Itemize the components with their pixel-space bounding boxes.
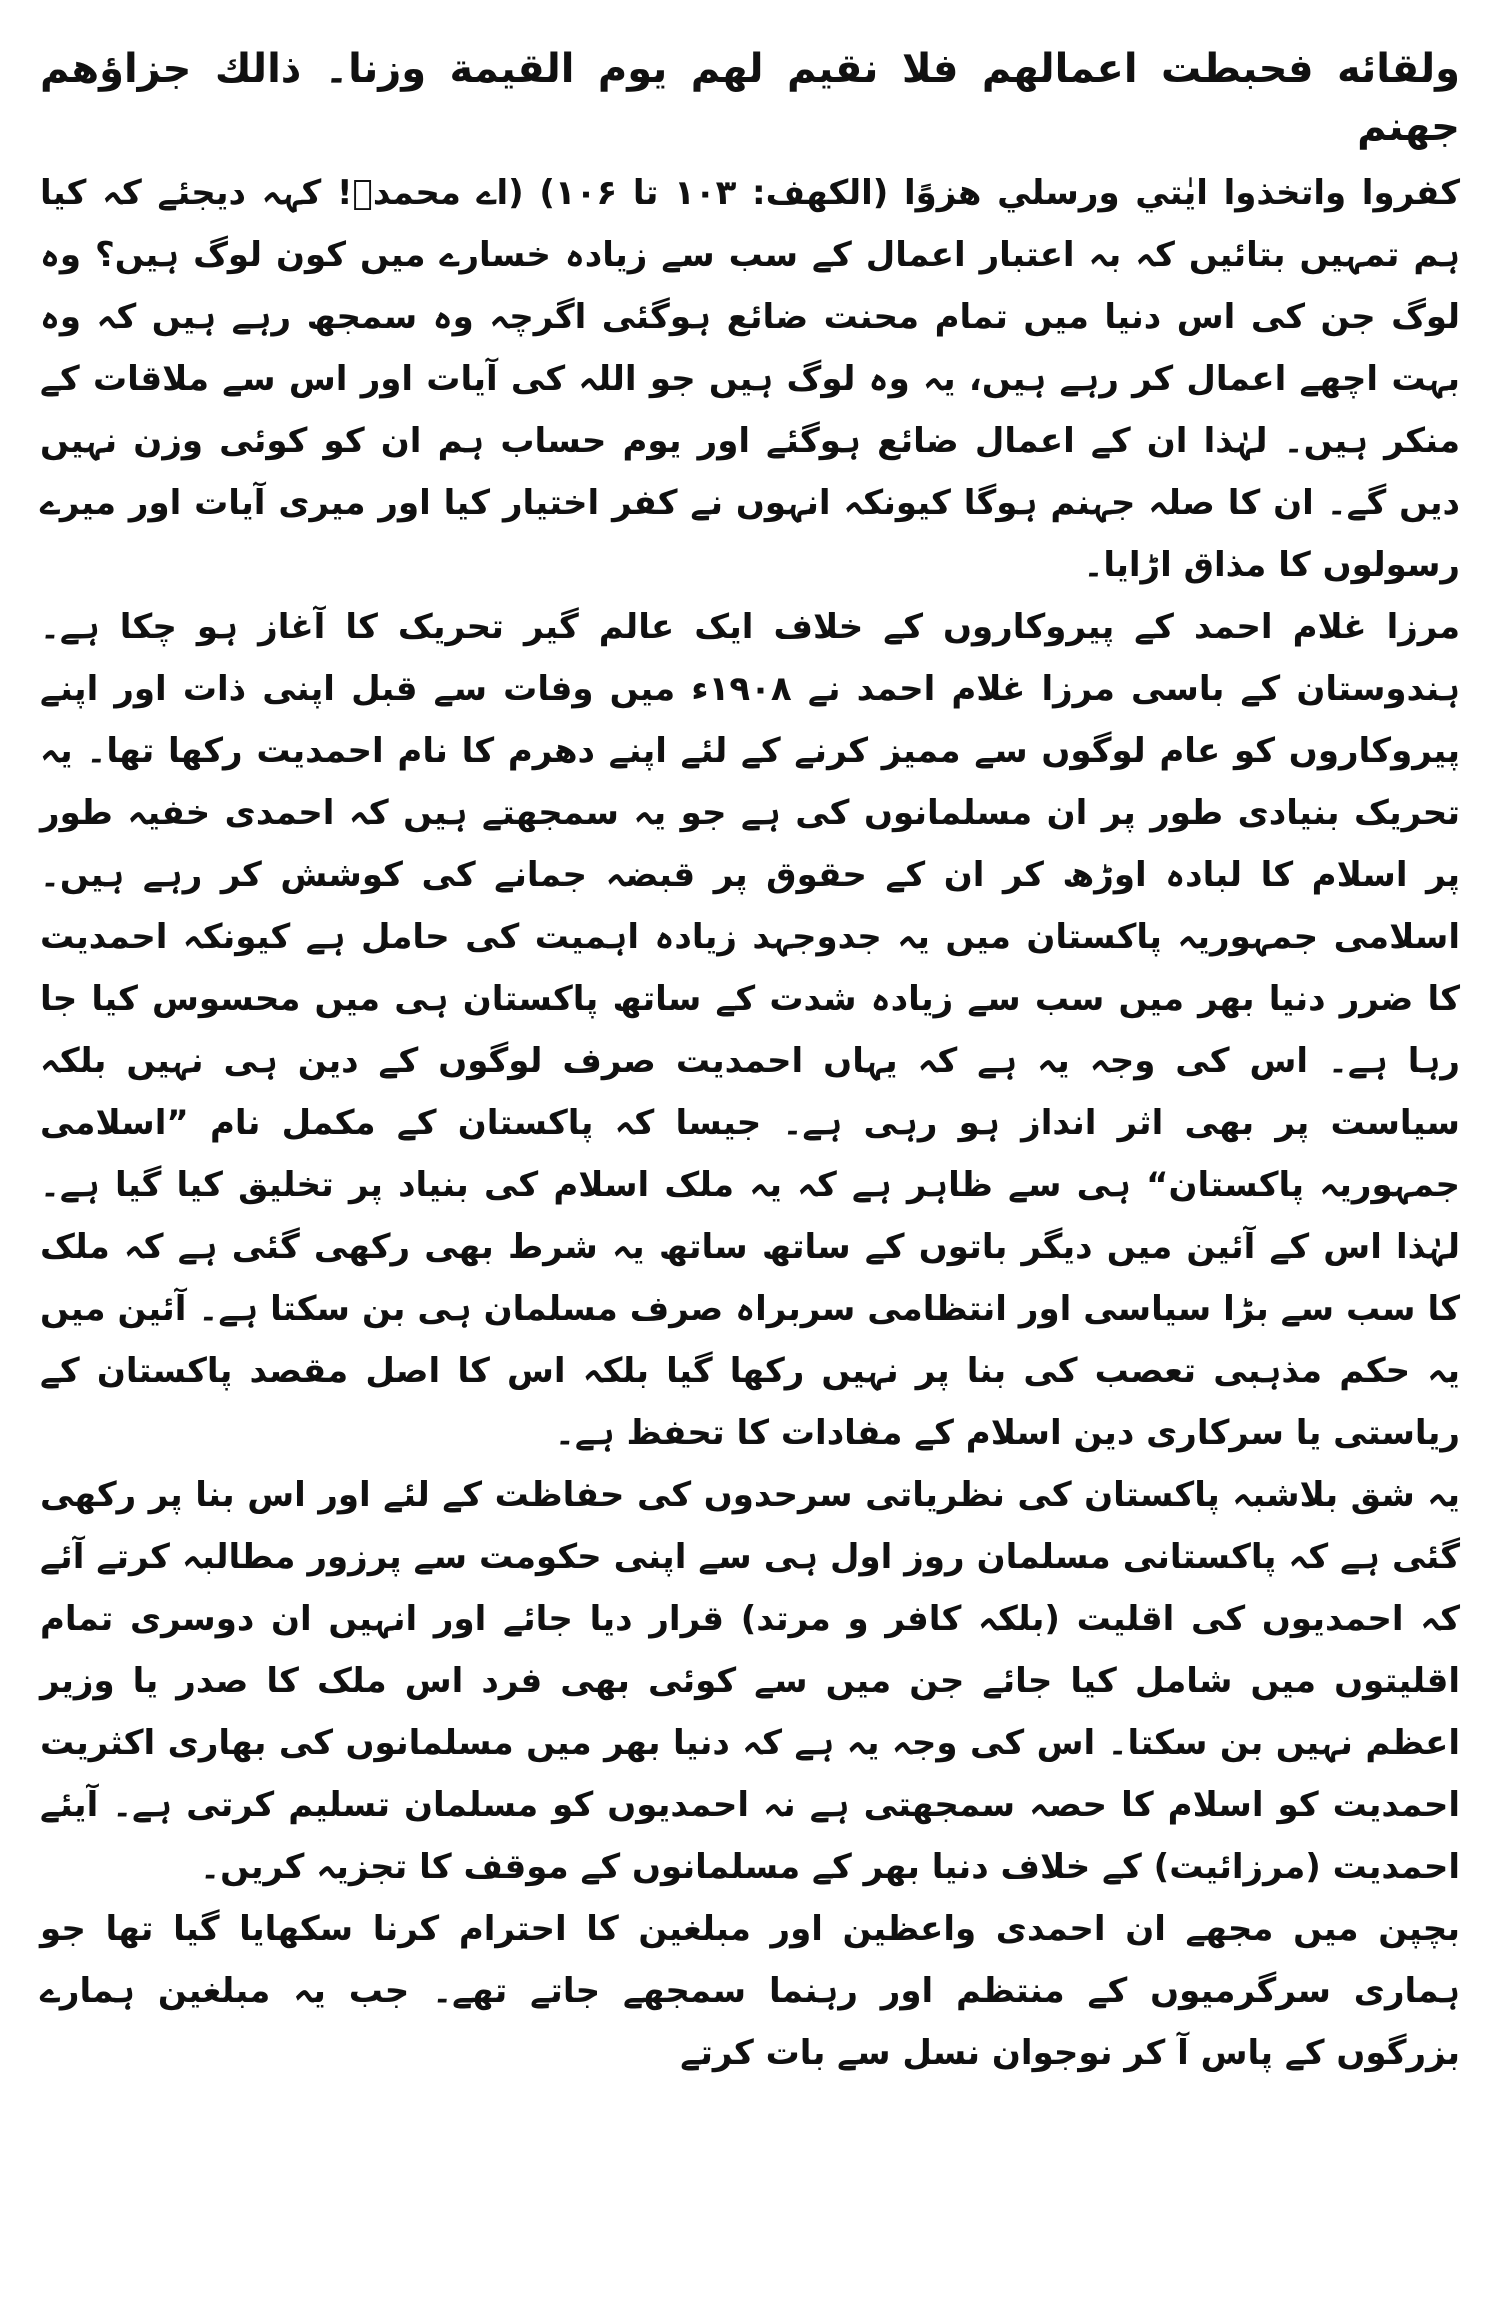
body-paragraph-movement: مرزا غلام احمد کے پیروکاروں کے خلاف ایک عالم گیر تحریک کا آغاز ہو چکا ہے۔ ہندوستان کے باسی مرزا غلام احمد نے ۱۹۰۸ء میں وفات سے قبل اپنی ذات اور اپنے پیروکاروں کو عام لوگوں سے ممیز کرنے کے لئے اپنے دھرم کا نام احمدیت رکھا تھا۔ یہ تحریک بنیادی طور پر ان مسلمانوں کی ہے جو یہ سمجھتے ہیں کہ احمدی خفیہ طور پر اسلام کا لبادہ اوڑھ کر ان کے حقوق پر قبضہ جمانے کی کوشش کر رہے ہیں۔ اسلامی جمہوریہ پاکستان میں یہ جدوجہد زیادہ اہمیت کی حامل ہے کیونکہ احمدیت کا ضرر دنیا بھر میں سب سے زیادہ شدت کے ساتھ پاکستان ہی میں محسوس کیا جا رہا ہے۔ اس کی وجہ یہ ہے کہ یہاں احمدیت صرف لوگوں کے دین ہی نہیں بلکہ سیاست پر بھی اثر انداز ہو رہی ہے۔ جیسا کہ پاکستان کے مکمل نام ”اسلامی جمہوریہ پاکستان“ ہی سے ظاہر ہے کہ یہ ملک اسلام کی بنیاد پر تخلیق کیا گیا ہے۔ لہٰذا اس کے آئین میں دیگر باتوں کے ساتھ ساتھ یہ شرط بھی رکھی گئی ہے کہ ملک کا سب سے بڑا سیاسی اور انتظامی سربراہ صرف مسلمان ہی بن سکتا ہے۔ آئین میں یہ حکم مذہبی تعصب کی بنا پر نہیں رکھا گیا بلکہ اس کا اصل مقصد پاکستان کے ریاستی یا سرکاری دین اسلام کے مفادات کا تحفظ ہے۔: [40, 607, 1460, 1453]
body-paragraph-childhood: بچپن میں مجھے ان احمدی واعظین اور مبلغین کا احترام کرنا سکھایا گیا تھا جو ہماری سرگرمیوں کے منتظم اور رہنما سمجھے جاتے تھے۔ جب یہ مبلغین ہمارے بزرگوں کے پاس آ کر نوجوان نسل سے بات کرتے: [40, 1909, 1460, 2073]
verse-translation-paragraph: كفروا واتخذوا ايٰتي ورسلي هزوًا (الكھف: ۱۰۳ تا ۱۰۶) (اے محمدؐ! کہہ دیجئے کہ کیا ہم تمہیں بتائیں کہ بہ اعتبار اعمال کے سب سے زیادہ خسارے میں کون لوگ ہیں؟ وہ لوگ جن کی اس دنیا میں تمام محنت ضائع ہوگئی اگرچہ وہ سمجھ رہے ہیں کہ وہ بہت اچھے اعمال کر رہے ہیں، یہ وہ لوگ ہیں جو اللہ کی آیات اور اس سے ملاقات کے منکر ہیں۔ لہٰذا ان کے اعمال ضائع ہوگئے اور یوم حساب ہم ان کو کوئی وزن نہیں دیں گے۔ ان کا صلہ جہنم ہوگا کیونکہ انہوں نے کفر اختیار کیا اور میری آیات اور میرے رسولوں کا مذاق اڑایا۔: [40, 173, 1460, 585]
document-page: [40, 40, 1460, 2270]
body-paragraph-constitution: یہ شق بلاشبہ پاکستان کی نظریاتی سرحدوں کی حفاظت کے لئے اور اس بنا پر رکھی گئی ہے کہ پاکستانی مسلمان روز اول ہی سے اپنی حکومت سے پرزور مطالبہ کرتے آئے کہ احمدیوں کی اقلیت (بلکہ کافر و مرتد) قرار دیا جائے اور انہیں ان دوسری تمام اقلیتوں میں شامل کیا جائے جن میں سے کوئی بھی فرد اس ملک کا صدر یا وزیر اعظم نہیں بن سکتا۔ اس کی وجہ یہ ہے کہ دنیا بھر میں مسلمانوں کی بھاری اکثریت احمدیت کو اسلام کا حصہ سمجھتی ہے نہ احمدیوں کو مسلمان تسلیم کرتی ہے۔ آیئے احمدیت (مرزائیت) کے خلاف دنیا بھر کے مسلمانوں کے موقف کا تجزیہ کریں۔: [40, 1475, 1460, 1887]
quran-verse-line: ولقائه فحبطت اعمالهم فلا نقيم لهم يوم القيمة وزنا۔ ذالك جزاؤهم جهنم: [40, 46, 1460, 150]
